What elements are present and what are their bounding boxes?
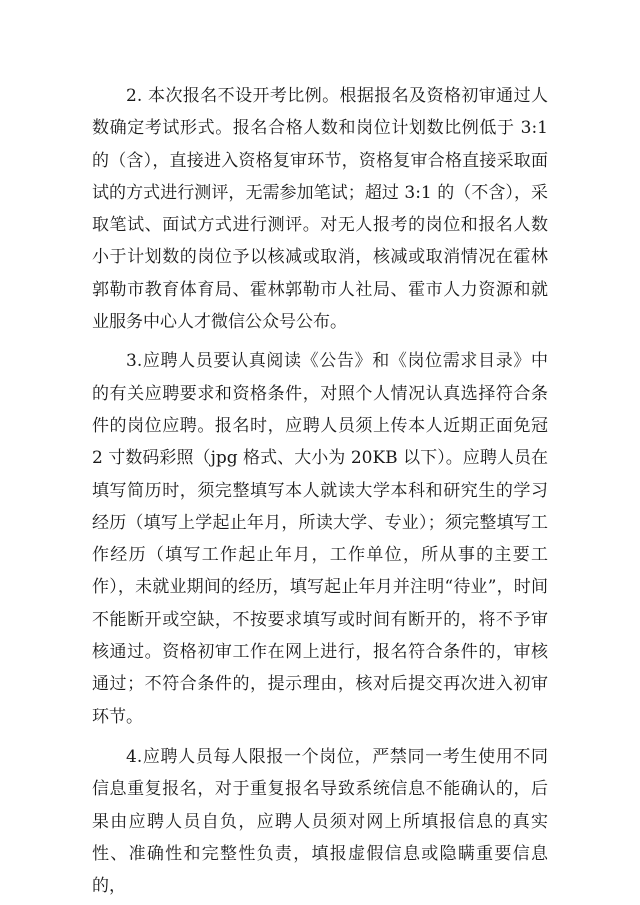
document-body	[92, 80, 548, 902]
paragraph-item-4: 4.应聘人员每人限报一个岗位，严禁同一考生使用不同信息重复报名，对于重复报名导致系统信息不能确认的，后果由应聘人员自负，应聘人员须对网上所填报信息的真实性、准确性和完整性负责，填报虚假信息或隐瞒重要信息的，	[92, 746, 548, 897]
paragraph-item-3: 3.应聘人员要认真阅读《公告》和《岗位需求目录》中的有关应聘要求和资格条件，对照个人情况认真选择符合条件的岗位应聘。报名时，应聘人员须上传本人近期正面免冠 2 寸数码彩照（jpg 格式、大小为 20KB 以下）。应聘人员在填写简历时，须完整填写本人就读大学本科和研究生的学习经历（填写上学起止年月，所读大学、专业）；须完整填写工作经历（填写工作起止年月，工作单位，所从事的主要工作），未就业期间的经历，填写起止年月并注明“待业”，时间不能断开或空缺，不按要求填写或时间有断开的，将不予审核通过。资格初审工作在网上进行，报名符合条件的，审核通过；不符合条件的，提示理由，核对后提交再次进入初审环节。	[92, 351, 548, 727]
paragraph-item-2: 2. 本次报名不设开考比例。根据报名及资格初审通过人数确定考试形式。报名合格人数和岗位计划数比例低于 3:1 的（含），直接进入资格复审环节，资格复审合格直接采取面试的方式进行测评，无需参加笔试；超过 3:1 的（不含），采取笔试、面试方式进行测评。对无人报考的岗位和报名人数小于计划数的岗位予以核减或取消，核减或取消情况在霍林郭勒市教育体育局、霍林郭勒市人社局、霍市人力资源和就业服务中心人才微信公众号公布。	[92, 86, 548, 333]
